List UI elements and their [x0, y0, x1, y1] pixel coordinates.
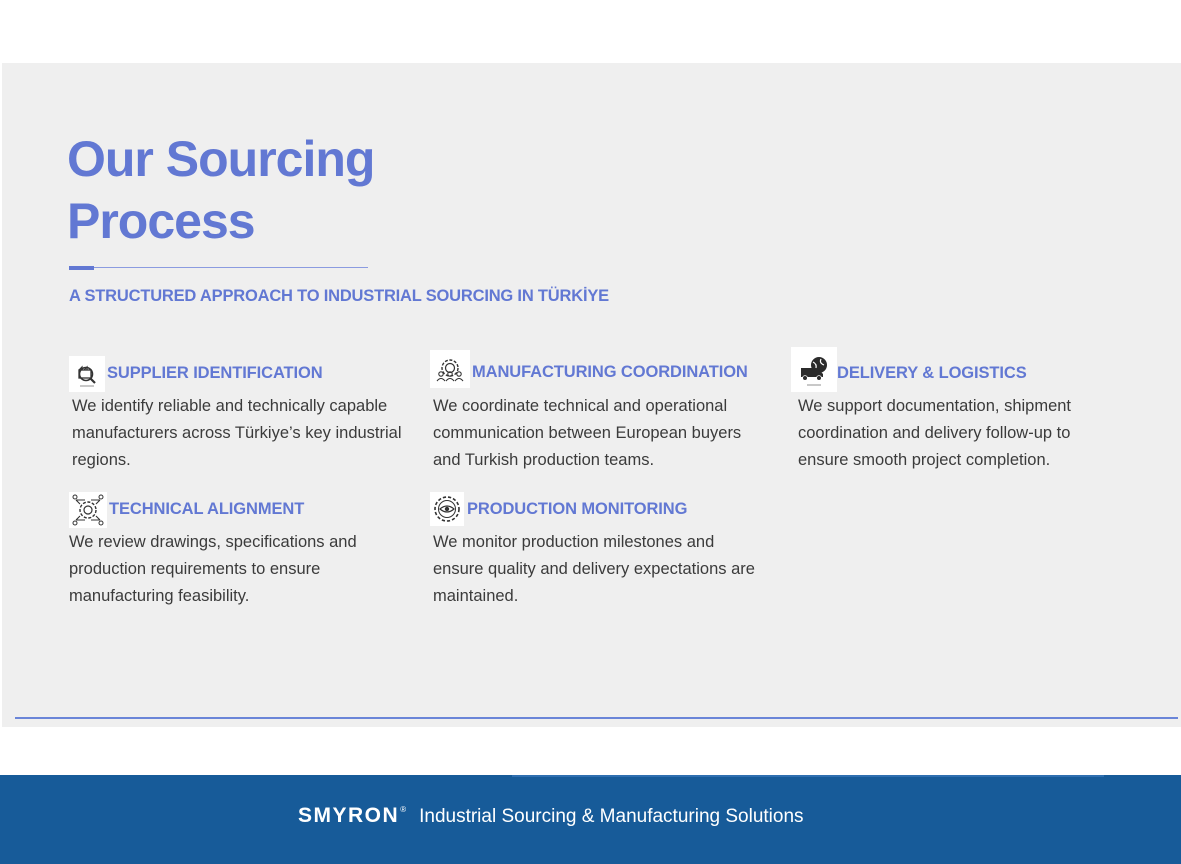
step-description-delivery-logistics: We support documentation, shipment coordination and delivery follow-up to ensure smooth project completion. — [798, 397, 1072, 469]
step-title-technical-alignment: TECHNICAL ALIGNMENT — [109, 500, 305, 518]
section-subtitle: A STRUCTURED APPROACH TO INDUSTRIAL SOURCING IN TÜRKİYE — [69, 287, 609, 305]
registered-mark: ® — [400, 805, 407, 814]
truck-globe-icon — [791, 347, 837, 392]
footer-brand-line — [298, 804, 804, 828]
step-description-supplier-identification: We identify reliable and technically capable manufacturers across Türkiye’s key industrial regions. — [72, 397, 402, 469]
step-description-production-monitoring: We monitor production milestones and ensure quality and delivery expectations are maintained. — [433, 533, 755, 605]
footer-top-line — [512, 775, 1104, 777]
gear-team-icon — [430, 350, 470, 388]
step-description-manufacturing-coordination: We coordinate technical and operational communication between European buyers and Turkish production teams. — [433, 397, 742, 469]
magnifier-factory-icon — [69, 356, 105, 392]
section-divider — [15, 717, 1178, 719]
step-title-delivery-logistics: DELIVERY & LOGISTICS — [837, 364, 1027, 382]
title-underline — [69, 267, 368, 268]
gear-circuit-icon — [69, 492, 107, 528]
footer-tagline: Industrial Sourcing & Manufacturing Solutions — [419, 806, 804, 827]
section-title: Our Sourcing Process — [67, 131, 375, 249]
step-title-production-monitoring: PRODUCTION MONITORING — [467, 500, 688, 518]
footer — [0, 775, 1181, 864]
step-title-supplier-identification: SUPPLIER IDENTIFICATION — [107, 364, 323, 382]
footer-logo: SMYRON — [298, 804, 400, 827]
title-underline-accent — [69, 266, 94, 270]
gear-eye-icon — [430, 492, 464, 526]
step-title-manufacturing-coordination: MANUFACTURING COORDINATION — [472, 363, 748, 381]
step-description-technical-alignment: We review drawings, specifications and production requirements to ensure manufacturing feasibility. — [69, 533, 357, 605]
